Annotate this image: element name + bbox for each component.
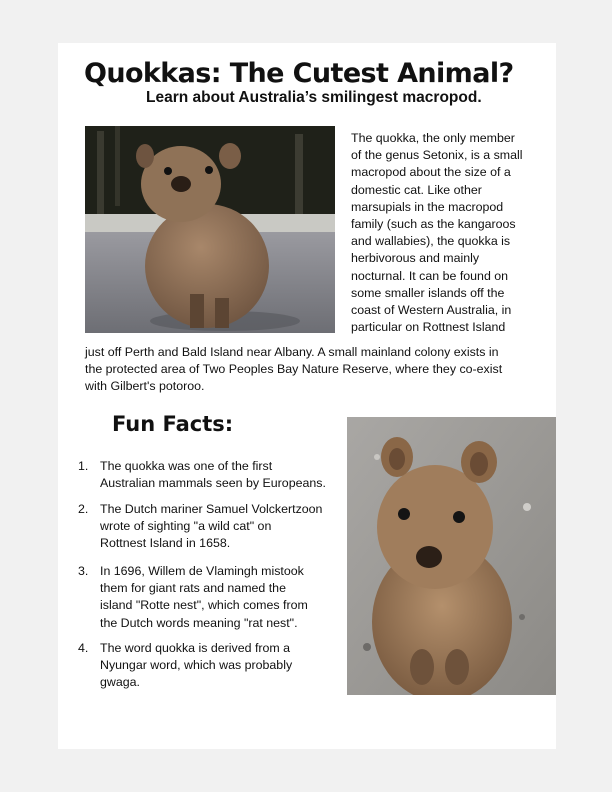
- fact-line: The word quokka is derived from a: [100, 641, 291, 655]
- fact-line: Nyungar word, which was probably: [100, 658, 293, 673]
- fact-number: 4.: [78, 641, 89, 655]
- intro-line: with Gilbert's potoroo.: [85, 379, 205, 394]
- intro-line: domestic cat. Like other: [351, 182, 482, 197]
- intro-line: of the genus Setonix, is a small: [351, 148, 523, 163]
- fact-text: [100, 458, 348, 492]
- fact-number: 1.: [78, 459, 89, 473]
- intro-line: family (such as the kangaroos: [351, 217, 516, 232]
- page-title: Quokkas: The Cutest Animal?: [84, 58, 514, 89]
- fact-text: [100, 563, 348, 632]
- fun-facts-heading: Fun Facts:: [112, 412, 234, 436]
- fact-number: 3.: [78, 564, 89, 578]
- intro-line: coast of Western Australia, in: [351, 303, 512, 318]
- intro-line: some smaller islands off the: [351, 285, 505, 300]
- fact-line: wrote of sighting "a wild cat" on: [100, 519, 272, 534]
- fact-line: Rottnest Island in 1658.: [100, 536, 231, 551]
- fact-line: island "Rotte nest", which comes from: [100, 598, 308, 613]
- fact-line: In 1696, Willem de Vlamingh mistook: [100, 564, 304, 578]
- fact-text: [100, 640, 348, 692]
- fact-number: 2.: [78, 502, 89, 516]
- intro-line: marsupials in the macropod: [351, 199, 504, 214]
- intro-line: the protected area of Two Peoples Bay Nature Reserve, where they co-exist: [85, 362, 503, 377]
- quokka-on-pavement-photo: [85, 126, 335, 333]
- intro-line: herbivorous and mainly: [351, 251, 480, 266]
- intro-line: and wallabies), the quokka is: [351, 234, 511, 249]
- fact-line: gwaga.: [100, 675, 140, 690]
- intro-line: macropod about the size of a: [351, 165, 511, 180]
- fact-line: them for giant rats and named the: [100, 581, 286, 596]
- intro-paragraph-continued: [85, 344, 540, 396]
- intro-line: nocturnal. It can be found on: [351, 268, 509, 283]
- intro-line: just off Perth and Bald Island near Albany. A small mainland colony exists in: [85, 345, 499, 359]
- page-subtitle: Learn about Australia’s smilingest macropod.: [146, 89, 482, 106]
- fact-line: Australian mammals seen by Europeans.: [100, 476, 326, 491]
- fact-line: The quokka was one of the first: [100, 459, 273, 473]
- intro-line: particular on Rottnest Island: [351, 320, 506, 335]
- fact-line: The Dutch mariner Samuel Volckertzoon: [100, 502, 323, 516]
- fact-line: the Dutch words meaning "rat nest".: [100, 615, 298, 630]
- intro-line: The quokka, the only member: [351, 131, 515, 145]
- fact-text: [100, 501, 348, 553]
- intro-paragraph: [351, 130, 536, 336]
- quokka-standing-upright-photo: [347, 417, 556, 695]
